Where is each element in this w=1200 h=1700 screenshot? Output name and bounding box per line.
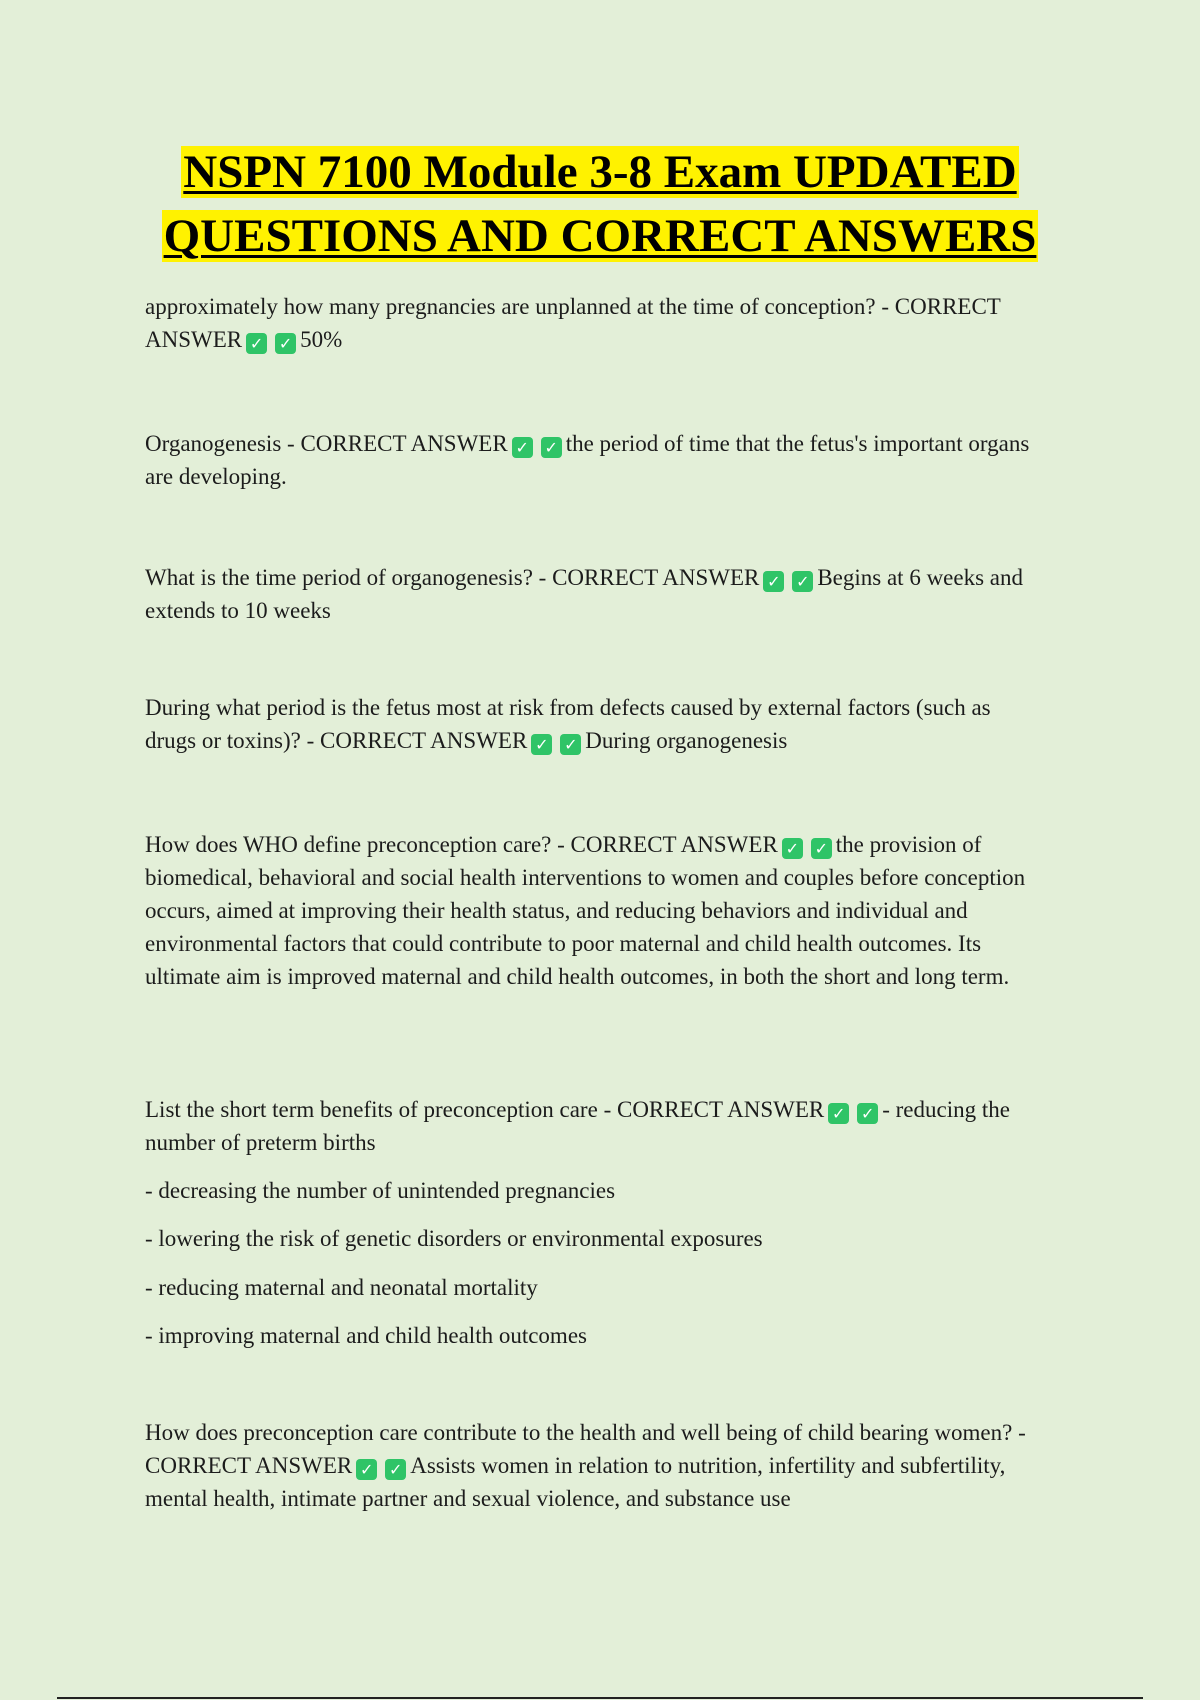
- check-box-icon: ✓: [857, 1103, 878, 1124]
- answer-marker: - CORRECT ANSWER: [603, 1097, 825, 1122]
- answer-text: the period of time that the fetus's important organs are developing.: [145, 431, 1030, 489]
- list-item: - improving maternal and child health outcomes: [145, 1323, 587, 1348]
- question-text: List the short term benefits of preconception care: [145, 1097, 598, 1122]
- check-box-icon: ✓: [356, 1459, 377, 1480]
- answer-text: 50%: [300, 327, 343, 352]
- answer-text: - reducing the number of preterm births: [145, 1097, 1010, 1155]
- page-divider: [57, 1697, 1143, 1699]
- qa-item-6: [145, 1093, 1045, 1159]
- list-item: - decreasing the number of unintended pregnancies: [145, 1178, 616, 1203]
- check-box-icon: ✓: [782, 838, 803, 859]
- check-box-icon: ✓: [531, 734, 552, 755]
- qa-item-3: [145, 561, 1045, 627]
- qa-item-1: [145, 290, 1045, 356]
- list-item: - reducing maternal and neonatal mortality: [145, 1275, 538, 1300]
- question-text: Organogenesis: [145, 431, 282, 456]
- answer-text: Begins at 6 weeks and extends to 10 weeks: [145, 565, 1024, 623]
- answer-marker: - CORRECT ANSWER: [538, 565, 760, 590]
- answer-marker: - CORRECT ANSWER: [145, 1420, 1026, 1478]
- check-box-icon: ✓: [763, 571, 784, 592]
- check-box-icon: ✓: [275, 333, 296, 354]
- question-text: What is the time period of organogenesis?: [145, 565, 533, 590]
- check-box-icon: ✓: [246, 333, 267, 354]
- document-title: [0, 140, 1200, 268]
- check-box-icon: ✓: [560, 734, 581, 755]
- check-box-icon: ✓: [385, 1459, 406, 1480]
- answer-text: Assists women in relation to nutrition, infertility and subfertility, mental health, intimate partner and sexual violence, and substance use: [145, 1453, 1006, 1511]
- title-line-1: NSPN 7100 Module 3-8 Exam UPDATED: [183, 146, 1017, 198]
- qa-item-7: [145, 1416, 1045, 1515]
- answer-marker: - CORRECT ANSWER: [145, 294, 1001, 352]
- qa-item-5: [145, 828, 1045, 993]
- question-text: During what period is the fetus most at risk from defects caused by external factors (such as drugs or toxins)?: [145, 695, 991, 753]
- question-text: How does WHO define preconception care?: [145, 832, 552, 857]
- question-text: approximately how many pregnancies are unplanned at the time of conception?: [145, 294, 876, 319]
- title-line-2: QUESTIONS AND CORRECT ANSWERS: [163, 210, 1037, 262]
- answer-text: the provision of biomedical, behavioral and social health interventions to women and couples before conception occurs, aimed at improving their health status, and reducing behaviors and individual and environmental factors that could contribute to poor maternal and child health outcomes. Its ultimate aim is improved maternal and child health outcomes, in both the short and long term.: [145, 832, 1026, 989]
- question-text: How does preconception care contribute to the health and well being of child bearing women?: [145, 1420, 1013, 1445]
- answer-marker: - CORRECT ANSWER: [306, 728, 528, 753]
- answer-marker: - CORRECT ANSWER: [557, 832, 778, 857]
- list-item: - lowering the risk of genetic disorders or environmental exposures: [145, 1226, 763, 1251]
- check-box-icon: ✓: [792, 571, 813, 592]
- qa-item-4: [145, 691, 1045, 757]
- check-box-icon: ✓: [512, 437, 533, 458]
- answer-text: During organogenesis: [585, 728, 788, 753]
- check-box-icon: ✓: [828, 1103, 849, 1124]
- check-box-icon: ✓: [541, 437, 562, 458]
- check-box-icon: ✓: [811, 838, 832, 859]
- qa-item-2: [145, 427, 1045, 493]
- answer-marker: - CORRECT ANSWER: [287, 431, 508, 456]
